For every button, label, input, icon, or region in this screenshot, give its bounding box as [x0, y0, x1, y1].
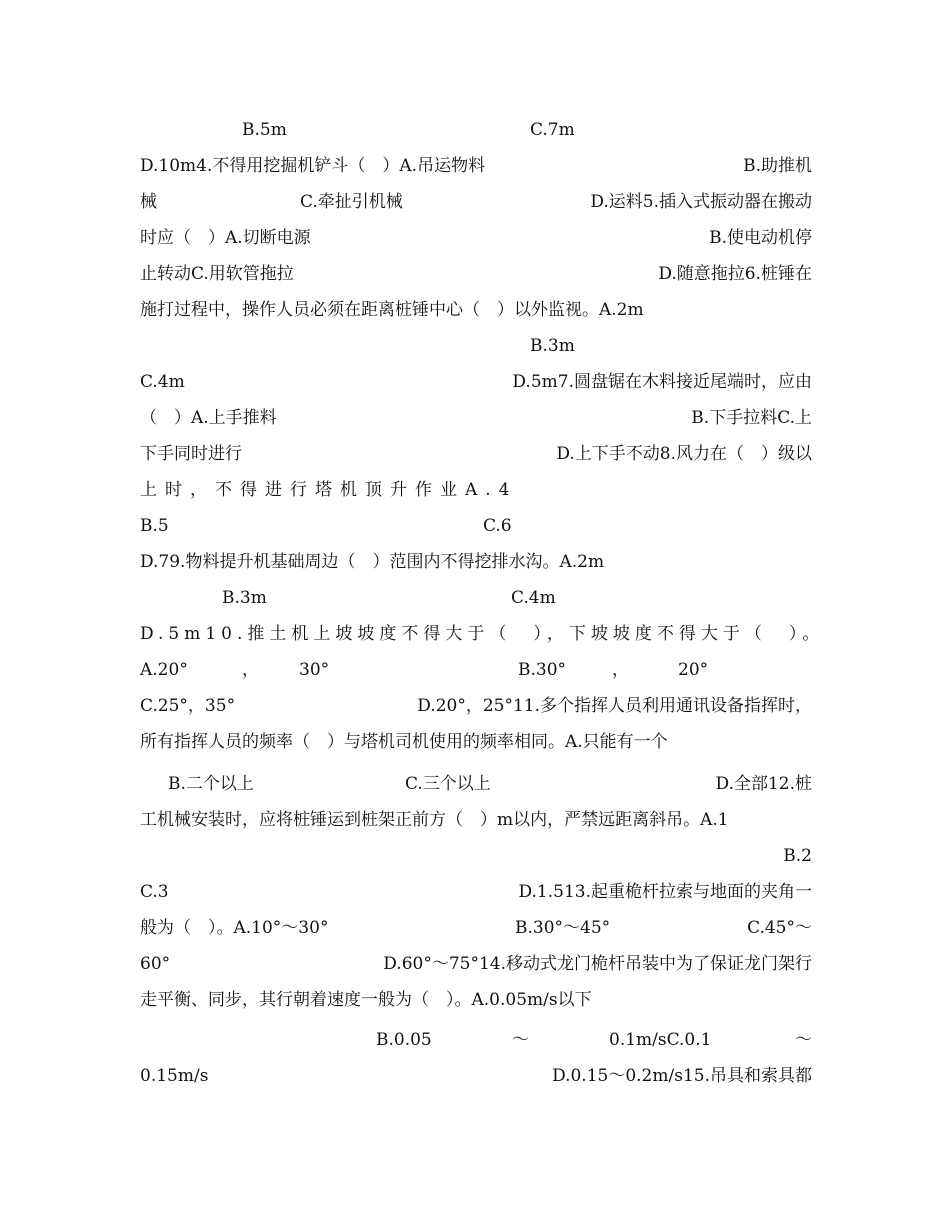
- question-text: D.79.物料提升机基础周边（ ）范围内不得挖排水沟。A.2m: [140, 552, 605, 572]
- option-c: C.4m: [511, 588, 556, 608]
- text-line: [140, 544, 812, 580]
- text-line: [140, 838, 812, 874]
- text-line: [140, 328, 812, 364]
- option-b: B.0.05: [376, 1030, 432, 1050]
- option-c: C.牵扯引机械: [300, 192, 403, 212]
- text-line: [140, 508, 812, 544]
- option-text: 械: [140, 192, 157, 212]
- option-b: B.3m: [530, 336, 575, 356]
- option-c: C.4m: [140, 372, 185, 392]
- question-text: D.5m7.圆盘锯在木料接近尾端时，应由: [512, 372, 812, 392]
- text-line: [140, 400, 812, 436]
- text-line: [140, 982, 812, 1018]
- option-a-part: 30°: [299, 660, 330, 680]
- text-line: [140, 766, 812, 802]
- question-text: D.0.15～0.2m/s15.吊具和索具都: [552, 1066, 812, 1086]
- separator: ～: [795, 1030, 812, 1050]
- option-c: C.7m: [530, 120, 575, 140]
- text-line: [140, 184, 812, 220]
- question-text: 般为（ ）。A.10°～30°: [140, 918, 329, 938]
- text-line: [140, 256, 812, 292]
- option-b: B.5: [140, 516, 169, 536]
- option-b: B.30°～45°: [515, 918, 611, 938]
- option-text: 下手同时进行: [140, 444, 242, 464]
- option-b: B.二个以上: [168, 774, 254, 794]
- option-b: B.30°: [518, 660, 567, 680]
- option-b: B.3m: [222, 588, 267, 608]
- text-line: [140, 364, 812, 400]
- question-text: 施打过程中，操作人员必须在距离桩锤中心（ ）以外监视。A.2m: [140, 300, 644, 320]
- question-text: D.上下手不动8.风力在（ ）级以: [556, 444, 812, 464]
- text-line: [140, 688, 812, 724]
- text-line: [140, 874, 812, 910]
- question-text: D.10m4.不得用挖掘机铲斗（ ）A.吊运物料: [140, 156, 486, 176]
- option-text: 0.1m/sC.0.1: [609, 1030, 712, 1050]
- option-a: A.20°: [140, 660, 188, 680]
- question-text: D.60°～75°14.移动式龙门桅杆吊装中为了保证龙门架行: [383, 954, 812, 974]
- text-line: [140, 112, 812, 148]
- text-line: [140, 724, 812, 760]
- question-text: 所有指挥人员的频率（ ）与塔机司机使用的频率相同。A.只能有一个: [140, 732, 668, 752]
- option-c: 止转动C.用软管拖拉: [140, 264, 294, 284]
- text-line: [140, 1022, 812, 1058]
- option-text: 0.15m/s: [140, 1066, 209, 1086]
- question-text: D.全部12.桩: [715, 774, 812, 794]
- question-text: （ ）A.上手推料: [140, 408, 277, 428]
- text-line: [140, 946, 812, 982]
- question-text: D.5m10.推土机上坡坡度不得大于（ ），下坡坡度不得大于（ ）。: [140, 624, 825, 644]
- text-line: [140, 910, 812, 946]
- separator: ，: [612, 660, 629, 680]
- option-b: B.下手拉料C.上: [691, 408, 812, 428]
- separator: ～: [512, 1030, 529, 1050]
- text-line: [140, 472, 812, 508]
- text-line: [140, 436, 812, 472]
- option-c: C.45°～: [747, 918, 812, 938]
- option-c: C.3: [140, 882, 169, 902]
- text-line: [140, 148, 812, 184]
- option-c: C.6: [483, 516, 512, 536]
- question-text: D.随意拖拉6.桩锤在: [658, 264, 812, 284]
- option-b-part: 20°: [678, 660, 709, 680]
- question-text: 时应（ ）A.切断电源: [140, 228, 311, 248]
- option-text: 60°: [140, 954, 171, 974]
- text-line: [140, 580, 812, 616]
- question-text: 上时，不得进行塔机顶升作业A.4: [140, 480, 518, 500]
- question-text: D.运料5.插入式振动器在搬动: [590, 192, 812, 212]
- text-line: [140, 220, 812, 256]
- question-text: 工机械安装时，应将桩锤运到桩架正前方（ ）m以内，严禁远距离斜吊。A.1: [140, 810, 729, 830]
- option-b: B.5m: [242, 120, 287, 140]
- text-line: [140, 616, 825, 652]
- question-text: 走平衡、同步，其行朝着速度一般为（ ）。A.0.05m/s以下: [140, 990, 592, 1010]
- question-text: D.20°，25°11.多个指挥人员利用通讯设备指挥时，: [417, 696, 812, 716]
- text-line: [140, 802, 812, 838]
- separator: ，: [242, 660, 259, 680]
- question-text: D.1.513.起重桅杆拉索与地面的夹角一: [518, 882, 812, 902]
- option-c: C.25°，35°: [140, 696, 236, 716]
- option-c: C.三个以上: [405, 774, 491, 794]
- option-b: B.使电动机停: [709, 228, 812, 248]
- option-b: B.2: [783, 846, 812, 866]
- text-line: [140, 292, 812, 328]
- text-line: [140, 1058, 812, 1094]
- option-b: B.助推机: [743, 156, 812, 176]
- text-line: [140, 652, 812, 688]
